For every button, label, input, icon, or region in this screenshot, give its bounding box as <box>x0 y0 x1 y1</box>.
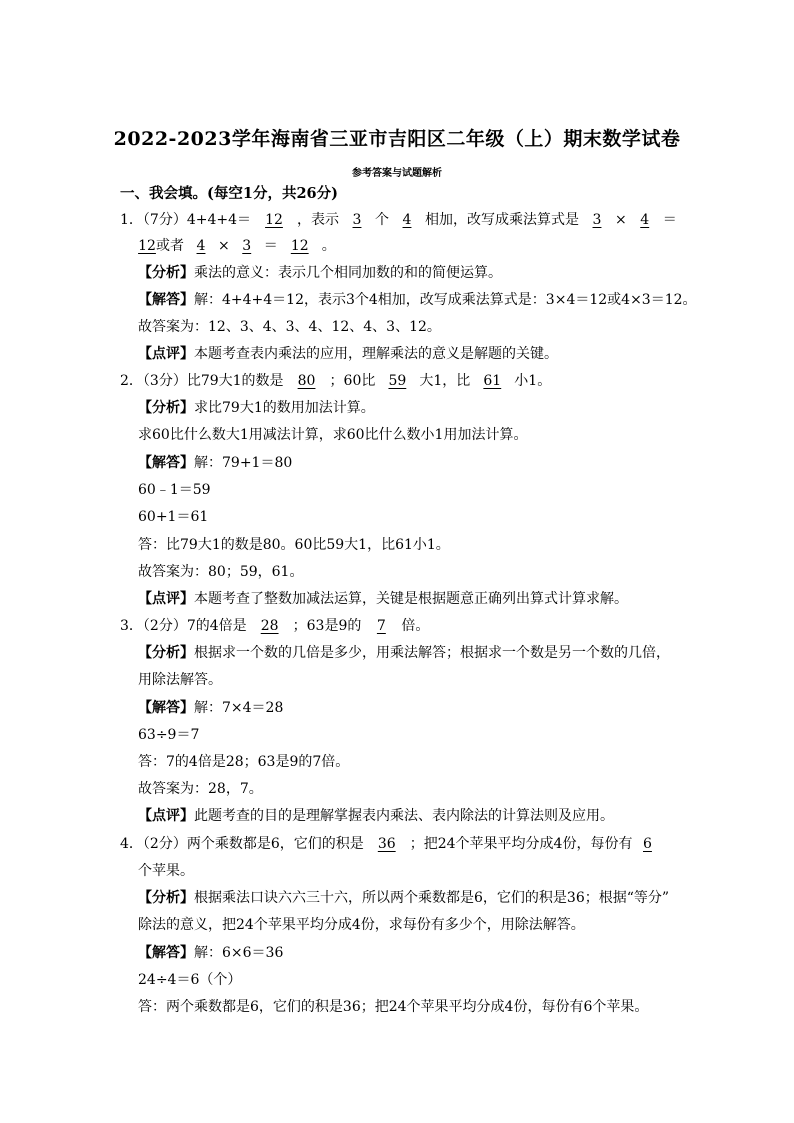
document-title: 2022-2023学年海南省三亚市吉阳区二年级（上）期末数学试卷 <box>113 128 681 150</box>
answer-blank: 3 <box>352 212 362 228</box>
q4-reply: 答：两个乘数都是6，它们的积是36；把24个苹果平均分成4份，每份有6个苹果。 <box>138 999 649 1015</box>
q2-step: 60+1＝61 <box>138 509 209 525</box>
question-4-cont: 个苹果。 <box>138 863 194 879</box>
answer-blank: 6 <box>643 836 652 852</box>
q2-analysis: 【分析】求比79大1的数用加法计算。 <box>138 400 375 416</box>
q3-reply: 答：7的4倍是28；63是9的7倍。 <box>138 754 350 770</box>
answer-blank: 4 <box>402 212 412 228</box>
answer-blank: 4 <box>640 212 650 228</box>
answer-blank: 59 <box>388 373 407 389</box>
q3-answer: 【解答】解：7×4＝28 <box>138 700 284 716</box>
q3-step: 63÷9＝7 <box>138 727 200 743</box>
q2-comment: 【点评】本题考查了整数加减法运算，关键是根据题意正确列出算式计算求解。 <box>138 591 628 607</box>
q1-final: 故答案为：12、3、4、3、4、12、4、3、12。 <box>138 319 441 335</box>
q2-final: 故答案为：80；59，61。 <box>138 564 304 580</box>
question-3: 3．（2分）7的4倍是 28 ；63是9的 7 倍。 <box>120 618 430 634</box>
q1-comment: 【点评】本题考查表内乘法的应用，理解乘法的意义是解题的关键。 <box>138 346 558 362</box>
q2-step: 60﹣1＝59 <box>138 482 211 498</box>
q2-analysis-cont: 求60比什么数大1用减法计算，求60比什么数小1用加法计算。 <box>138 427 528 443</box>
q1-analysis: 【分析】乘法的意义：表示几个相同加数的和的简便运算。 <box>138 265 502 281</box>
question-1: 1．（7分）4+4+4＝ 12 ，表示 3 个 4 相加，改写成乘法算式是 3 × 4 ＝ <box>120 212 677 228</box>
q4-analysis-cont: 除法的意义，把24个苹果平均分成4份，求每份有多少个，用除法解答。 <box>138 917 585 933</box>
question-2: 2．（3分）比79大1的数是 80 ；60比 59 大1，比 61 小1。 <box>120 373 552 389</box>
answer-blank: 12 <box>265 212 283 228</box>
question-1-cont: 12或者 4 × 3 ＝ 12 。 <box>138 238 336 254</box>
answer-blank: 36 <box>377 836 396 852</box>
q4-analysis: 【分析】根据乘法口诀六六三十六，所以两个乘数都是6，它们的积是36；根据“等分” <box>138 890 670 906</box>
answer-blank: 7 <box>376 618 386 634</box>
q4-step: 24÷4＝6（个） <box>138 972 242 988</box>
answer-blank: 12 <box>138 238 156 254</box>
q3-final: 故答案为：28，7。 <box>138 781 263 797</box>
answer-blank: 3 <box>592 212 602 228</box>
answer-blank: 3 <box>242 238 252 254</box>
q3-comment: 【点评】此题考查的目的是理解掌握表内乘法、表内除法的计算法则及应用。 <box>138 808 614 824</box>
q1-answer: 【解答】解：4+4+4＝12，表示3个4相加，改写成乘法算式是：3×4＝12或4×3＝12。 <box>138 292 697 308</box>
answer-blank: 28 <box>260 618 279 634</box>
section-heading: 一、我会填。(每空1分，共26分) <box>120 185 338 202</box>
answer-blank: 4 <box>196 238 206 254</box>
document-subtitle: 参考答案与试题解析 <box>352 168 442 179</box>
question-4: 4．（2分）两个乘数都是6，它们的积是 36 ；把24个苹果平均分成4份，每份有 6 <box>120 834 662 854</box>
q2-reply: 答：比79大1的数是80。60比59大1，比61小1。 <box>138 537 450 553</box>
answer-blank: 61 <box>483 373 502 389</box>
answer-blank: 80 <box>297 373 316 389</box>
answer-blank: 12 <box>290 238 309 254</box>
q2-answer: 【解答】解：79+1＝80 <box>138 455 293 471</box>
q3-analysis-cont: 用除法解答。 <box>138 672 222 688</box>
q4-answer: 【解答】解：6×6＝36 <box>138 945 284 961</box>
q3-analysis: 【分析】根据求一个数的几倍是多少，用乘法解答；根据求一个数是另一个数的几倍， <box>138 645 670 661</box>
